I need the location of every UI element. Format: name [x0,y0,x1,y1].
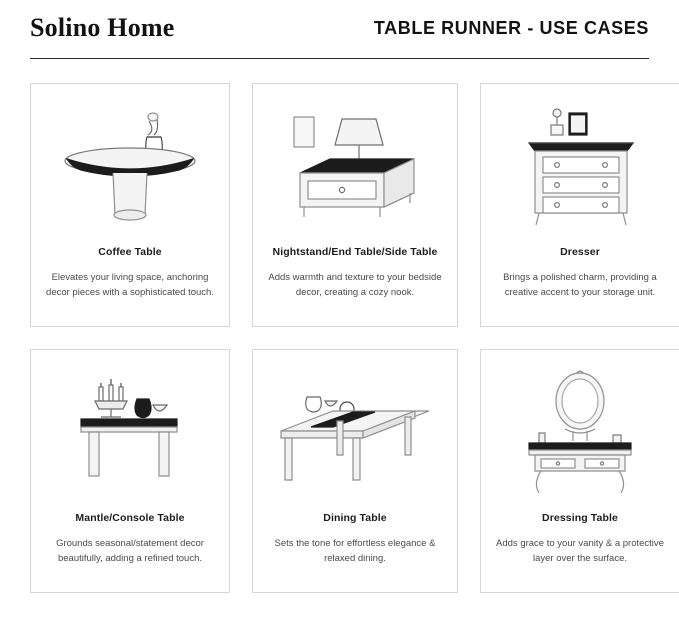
use-case-title: Mantle/Console Table [75,512,185,524]
use-case-description: Brings a polished charm, providing a creative accent to your storage unit. [503,272,657,298]
use-case-title: Dressing Table [542,512,618,524]
use-case-title: Dresser [560,246,600,258]
use-case-card [30,83,230,327]
use-case-description: Grounds seasonal/statement decor beautifully, adding a refined touch. [56,538,204,564]
dressing-table-illustration [495,360,665,510]
use-case-card [252,83,458,327]
header-divider [30,58,649,59]
use-case-card [252,349,458,593]
nightstand-illustration [267,94,443,244]
page-header [30,0,649,52]
use-case-title: Nightstand/End Table/Side Table [272,246,438,258]
use-case-title: Coffee Table [98,246,162,258]
use-case-card [480,349,679,593]
use-case-grid [30,83,664,593]
use-case-description: Adds grace to your vanity & a protective layer over the surface. [496,538,664,564]
use-case-card [30,349,230,593]
use-case-description: Elevates your living space, anchoring decor pieces with a sophisticated touch. [46,272,214,298]
dining-table-illustration [267,360,443,510]
use-case-description: Sets the tone for effortless elegance & relaxed dining. [274,538,436,564]
console-table-illustration [45,360,215,510]
brand-logo: Solino Home [30,13,175,42]
use-case-title: Dining Table [323,512,387,524]
use-case-card [480,83,679,327]
dresser-illustration [495,94,665,244]
use-case-description: Adds warmth and texture to your bedside decor, creating a cozy nook. [268,272,442,298]
page-title: TABLE RUNNER - USE CASES [373,17,649,38]
coffee-table-illustration [45,94,215,244]
